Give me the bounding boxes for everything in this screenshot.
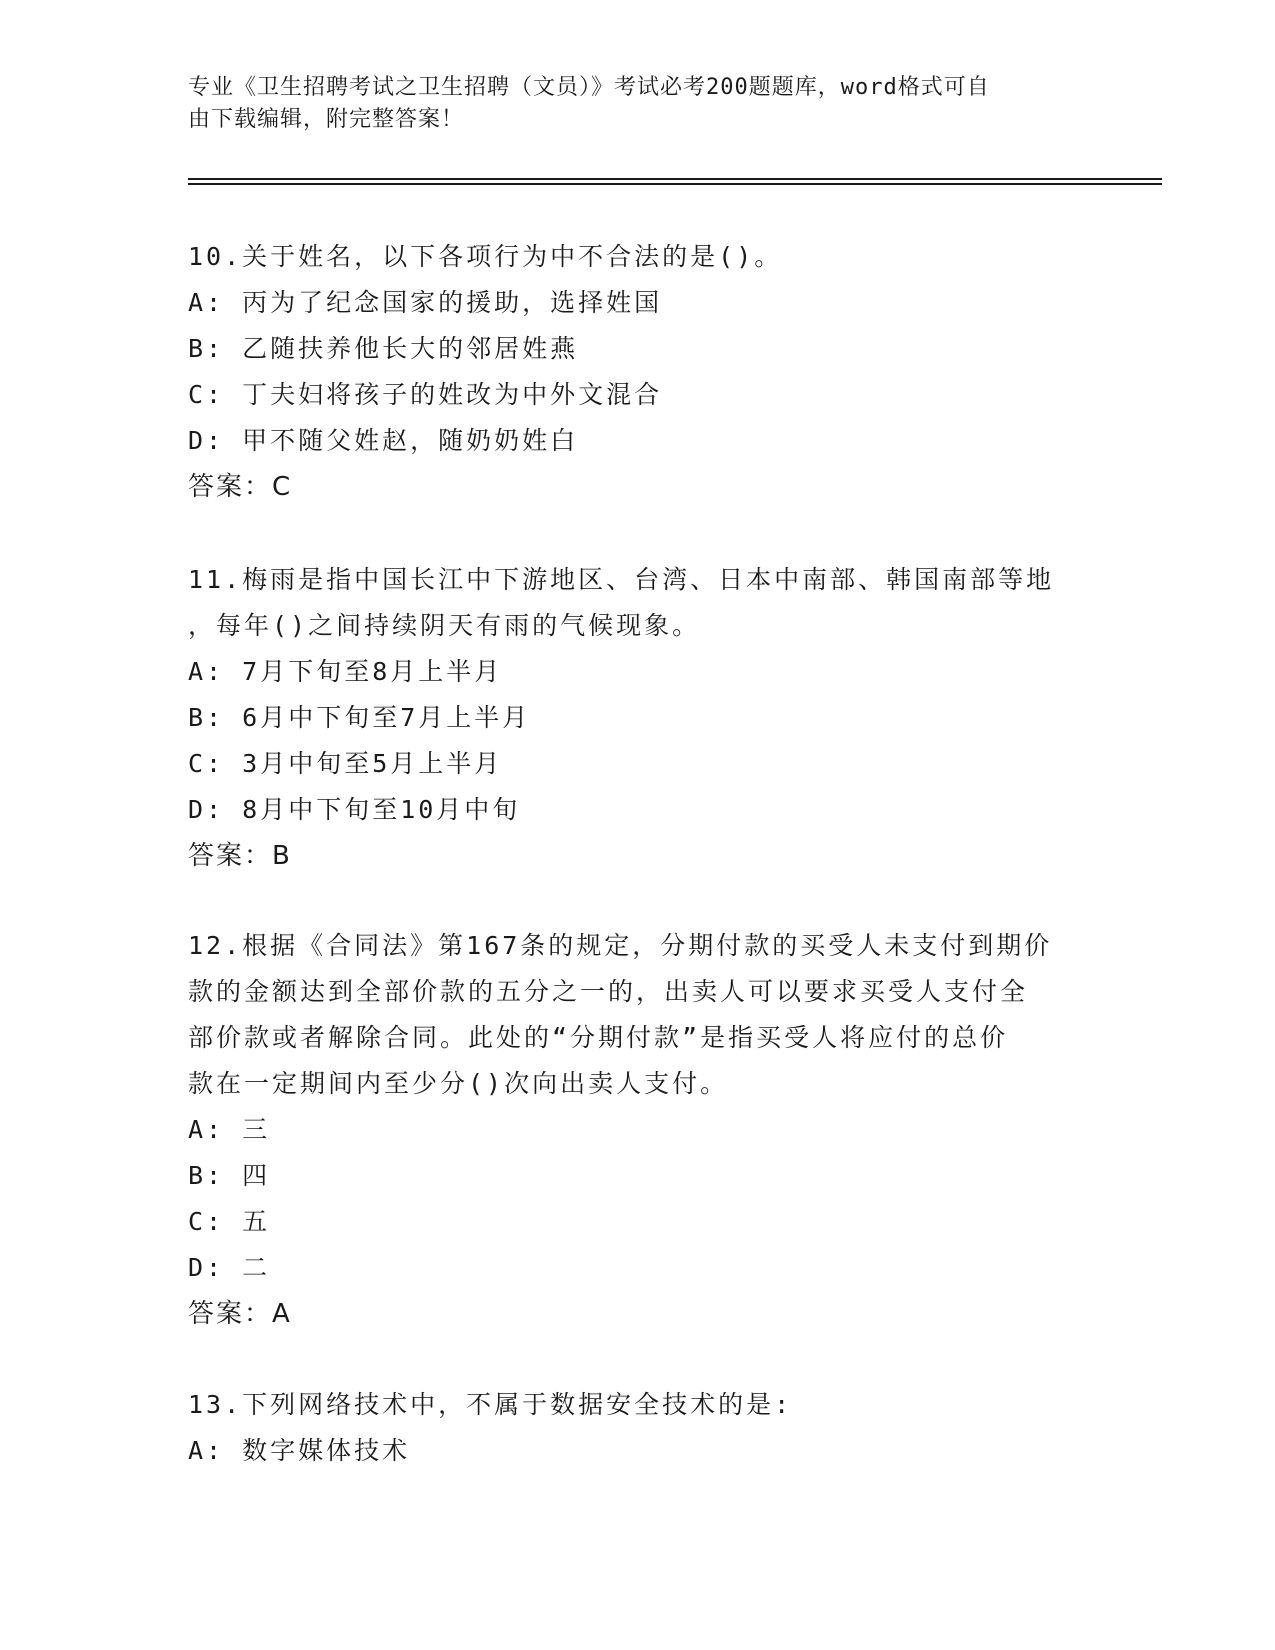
option-a: A: 7月下旬至8月上半月 (188, 657, 503, 686)
option-a: A: 数字媒体技术 (188, 1436, 411, 1465)
option-d: D: 8月中下旬至10月中旬 (188, 795, 521, 824)
option-b: B: 6月中下旬至7月上半月 (188, 703, 531, 732)
option-a: A: 三 (188, 1115, 271, 1144)
option-c: C: 丁夫妇将孩子的姓改为中外文混合 (188, 380, 663, 409)
question-stem: ，每年()之间持续阴天有雨的气候现象。 (188, 611, 701, 640)
header-divider (188, 178, 1162, 180)
question-stem: 12.根据《合同法》第167条的规定，分期付款的买受人未支付到期价 (188, 931, 1053, 960)
question-10 (188, 234, 1088, 510)
question-stem: 款的金额达到全部价款的五分之一的，出卖人可以要求买受人支付全 (188, 977, 1029, 1006)
question-13 (188, 1382, 1088, 1474)
question-stem: 13.下列网络技术中，不属于数据安全技术的是: (188, 1390, 793, 1419)
question-12 (188, 923, 1088, 1337)
question-stem: 10.关于姓名，以下各项行为中不合法的是()。 (188, 242, 783, 271)
header-line: 由下载编辑，附完整答案！ (188, 107, 465, 132)
option-a: A: 丙为了纪念国家的援助，选择姓国 (188, 288, 663, 317)
question-11 (188, 557, 1088, 879)
answer: 答案：C (188, 472, 293, 502)
document-header (188, 72, 1088, 136)
answer: 答案：B (188, 841, 292, 871)
option-b: B: 四 (188, 1161, 271, 1190)
header-divider (188, 183, 1162, 185)
question-stem: 11.梅雨是指中国长江中下游地区、台湾、日本中南部、韩国南部等地 (188, 565, 1055, 594)
question-stem: 部价款或者解除合同。此处的“分期付款”是指买受人将应付的总价 (188, 1023, 1009, 1052)
option-c: C: 3月中旬至5月上半月 (188, 749, 503, 778)
option-c: C: 五 (188, 1207, 271, 1236)
answer: 答案：A (188, 1299, 292, 1329)
option-b: B: 乙随扶养他长大的邻居姓燕 (188, 334, 579, 363)
option-d: D: 二 (188, 1253, 271, 1282)
header-line: 专业《卫生招聘考试之卫生招聘（文员）》考试必考200题题库，word格式可自 (188, 75, 990, 100)
question-stem: 款在一定期间内至少分()次向出卖人支付。 (188, 1069, 729, 1098)
option-d: D: 甲不随父姓赵，随奶奶姓白 (188, 426, 579, 455)
